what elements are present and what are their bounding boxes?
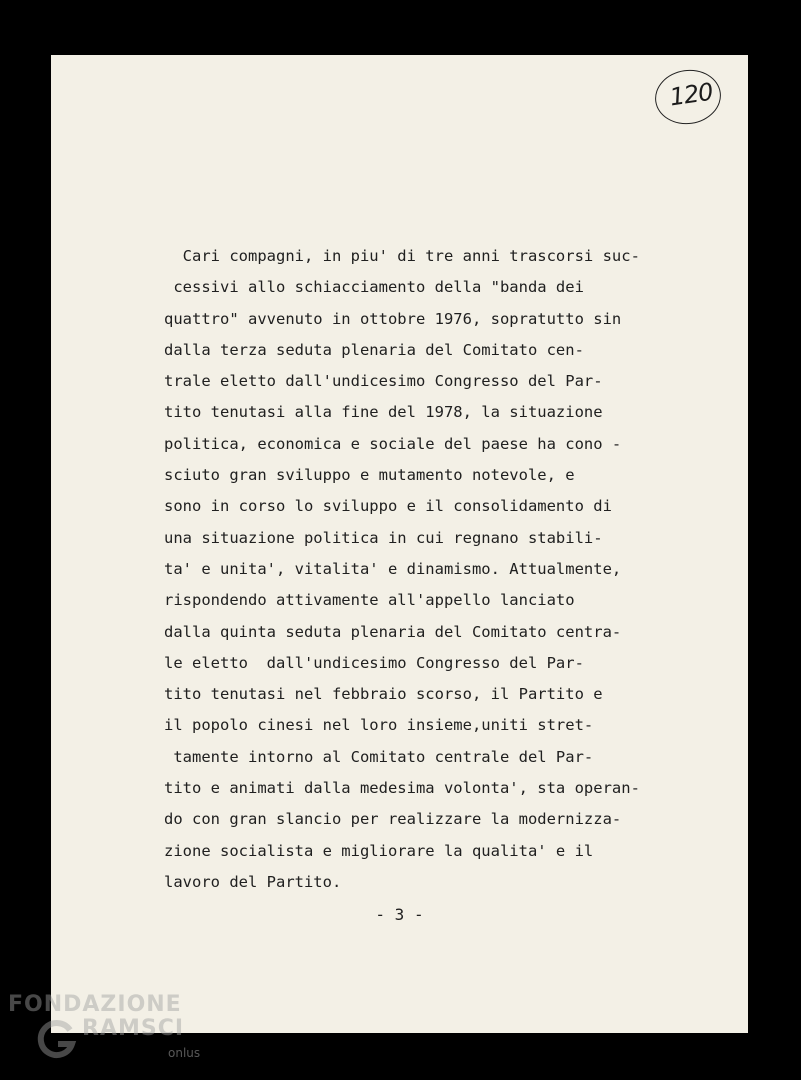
text-line: dalla quinta seduta plenaria del Comitato centra- (164, 622, 622, 641)
text-line: rispondendo attivamente all'appello lanciato (164, 591, 575, 610)
text-line: tito tenutasi nel febbraio scorso, il Partito e (164, 685, 603, 704)
text-line: zione socialista e migliorare la qualita' e il (164, 841, 594, 860)
text-line: ta' e unita', vitalita' e dinamismo. Attualmente, (164, 559, 622, 578)
text-line: tamente intorno al Comitato centrale del Par- (164, 747, 594, 766)
text-line: sciuto gran sviluppo e mutamento notevole, e (164, 466, 575, 485)
page-number-text: 120 (667, 77, 715, 112)
text-line: do con gran slancio per realizzare la modernizza- (164, 810, 622, 829)
text-line: trale eletto dall'undicesimo Congresso del Par- (164, 372, 603, 391)
text-line: Cari compagni, in piu' di tre anni trascorsi suc- (164, 247, 640, 265)
document-page (51, 55, 748, 1033)
page-footer-number: - 3 - (375, 905, 424, 924)
text-line: lavoro del Partito. (164, 872, 342, 891)
text-line: il popolo cinesi nel loro insieme,uniti stret- (164, 716, 594, 735)
text-line: le eletto dall'undicesimo Congresso del Par- (164, 653, 584, 672)
watermark-logo (8, 992, 208, 1072)
text-line: sono in corso lo sviluppo e il consolidamento di (164, 497, 612, 516)
handwritten-page-number (652, 66, 725, 129)
text-line: una situazione politica in cui regnano stabili- (164, 528, 603, 547)
text-line: tito tenutasi alla fine del 1978, la situazione (164, 403, 603, 422)
watermark-text-line1: FONDAZIONE (8, 992, 182, 1017)
text-line: dalla terza seduta plenaria del Comitato cen- (164, 340, 584, 359)
typed-text-body (164, 241, 640, 898)
watermark-text-line2: RAMSCI (82, 1016, 185, 1041)
watermark-text-line3: onlus (168, 1046, 201, 1060)
watermark-g-icon (34, 1018, 78, 1062)
text-line: cessivi allo schiacciamento della "banda dei (164, 278, 584, 297)
text-line: quattro" avvenuto in ottobre 1976, sopratutto sin (164, 309, 622, 328)
text-line: tito e animati dalla medesima volonta', sta operan- (164, 779, 640, 798)
text-line: politica, economica e sociale del paese ha cono - (164, 434, 622, 453)
